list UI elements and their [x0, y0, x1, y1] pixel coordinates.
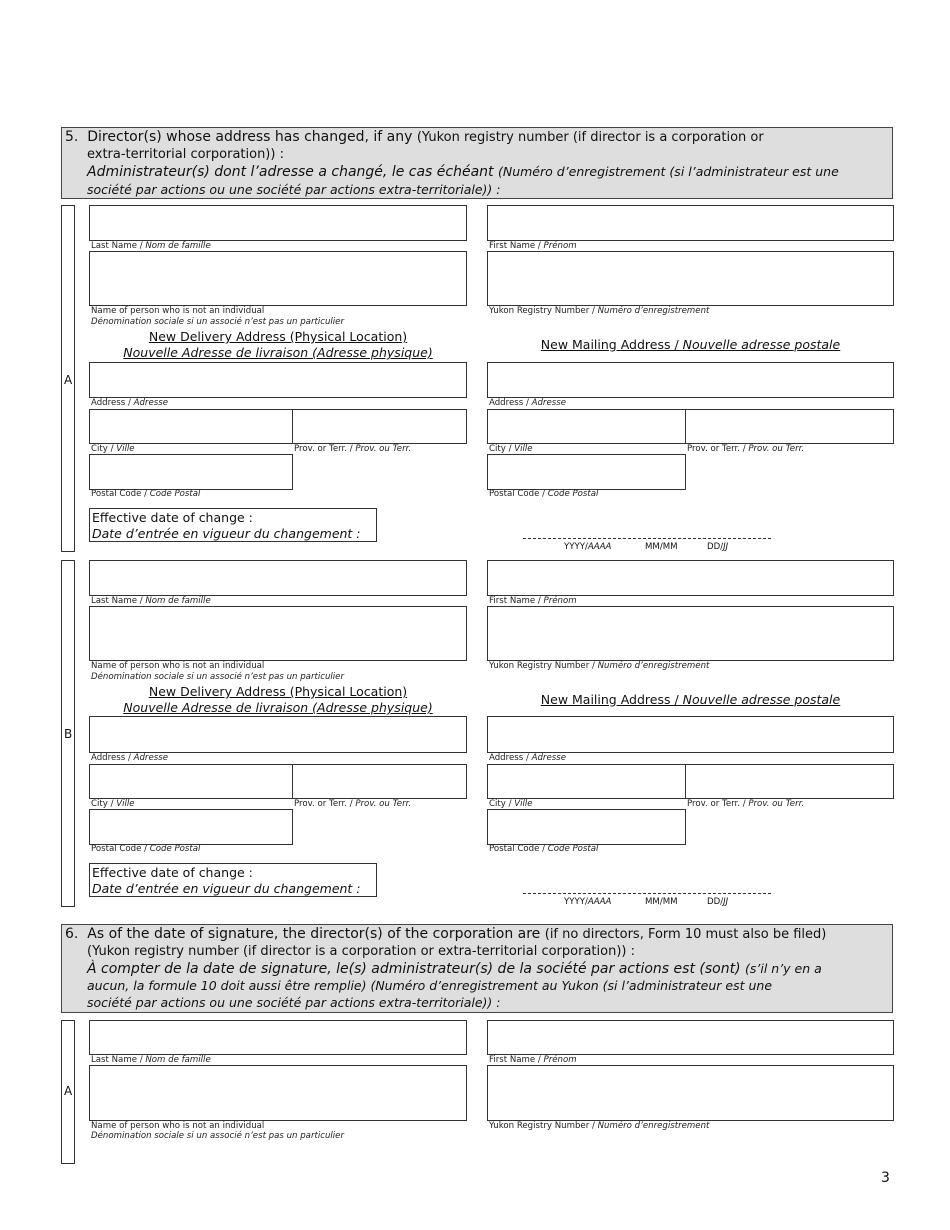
effective-date-label: Effective date of change :: [92, 865, 253, 880]
first-name-input[interactable]: [487, 1020, 894, 1055]
first-name-input[interactable]: [487, 205, 894, 241]
address-label: Address / Adresse: [91, 398, 168, 408]
section-5-line2: extra-territorial corporation)) :: [87, 147, 284, 162]
section-title-fr-note: (Numéro d’enregistrement (si l’administrateur est une: [497, 164, 839, 179]
postal-label: Postal Code / Code Postal: [91, 489, 201, 499]
section-title-fr: À compter de la date de signature, le(s) administrateur(s) de la société par actions est (sont): [87, 961, 741, 977]
non-individual-label-fr: Dénomination sociale si un associé n’est pas un particulier: [91, 317, 345, 327]
delivery-prov-input[interactable]: [292, 764, 467, 799]
section-title-en-note: (Yukon registry number (if director is a corporation or: [416, 130, 764, 145]
prov-label: Prov. or Terr. / Prov. ou Terr.: [294, 799, 412, 809]
non-individual-name-input[interactable]: [89, 251, 467, 306]
block-side-bar: [61, 1020, 75, 1164]
section-6-line5: société par actions ou une société par actions extra-territoriale)) :: [87, 995, 501, 1010]
date-format-year: YYYY/AAAA: [564, 542, 612, 552]
postal-label: Postal Code / Code Postal: [91, 844, 201, 854]
section-number: 6.: [65, 926, 79, 942]
mailing-postal-input[interactable]: [487, 809, 686, 845]
city-label: City / Ville: [489, 799, 533, 809]
section-6-line2: (Yukon registry number (if director is a corporation or extra-territorial corporation)) :: [87, 944, 635, 959]
delivery-address-heading: New Delivery Address (Physical Location): [148, 684, 408, 699]
date-format-day: DD/JJ: [707, 542, 729, 552]
prov-label: Prov. or Terr. / Prov. ou Terr.: [687, 799, 805, 809]
mailing-postal-input[interactable]: [487, 454, 686, 490]
block-letter: B: [64, 727, 73, 741]
mailing-address-input[interactable]: [487, 362, 894, 398]
delivery-address-input[interactable]: [89, 716, 467, 753]
address-label: Address / Adresse: [489, 753, 566, 763]
registry-number-input[interactable]: [487, 606, 894, 661]
section-title-en: Director(s) whose address has changed, if any: [87, 129, 413, 145]
non-individual-label: Name of person who is not an individual: [91, 1121, 265, 1131]
last-name-input[interactable]: [89, 205, 467, 241]
first-name-label: First Name / Prénom: [489, 1055, 577, 1065]
section-6-line4: aucun, la formule 10 doit aussi être remplie) (Numéro d’enregistrement au Yukon (si l’administrateur est une: [87, 978, 773, 993]
mailing-city-input[interactable]: [487, 764, 686, 799]
mailing-prov-input[interactable]: [685, 409, 894, 444]
date-format-month: MM/MM: [645, 542, 678, 552]
date-entry-line[interactable]: [523, 893, 771, 894]
mailing-address-input[interactable]: [487, 716, 894, 753]
section-title-fr: Administrateur(s) dont l’adresse a changé, le cas échéant: [87, 164, 494, 180]
section-title-en-note: (if no directors, Form 10 must also be filed): [544, 927, 827, 942]
block-side-bar: [61, 205, 75, 552]
block-letter: A: [64, 1084, 73, 1098]
prov-label: Prov. or Terr. / Prov. ou Terr.: [687, 444, 805, 454]
mailing-address-heading: New Mailing Address / Nouvelle adresse postale: [540, 692, 841, 707]
page-number: 3: [881, 1170, 890, 1186]
block-letter: A: [64, 373, 73, 387]
last-name-label: Last Name / Nom de famille: [91, 1055, 211, 1065]
last-name-label: Last Name / Nom de famille: [91, 596, 211, 606]
first-name-label: First Name / Prénom: [489, 241, 577, 251]
effective-date-label-fr: Date d’entrée en vigueur du changement :: [92, 881, 361, 896]
effective-date-label-fr: Date d’entrée en vigueur du changement :: [92, 526, 361, 541]
section-5-line4: société par actions ou une société par actions extra-territoriale)) :: [87, 182, 501, 197]
effective-date-box: [89, 863, 377, 897]
delivery-address-heading: New Delivery Address (Physical Location): [148, 329, 408, 344]
delivery-postal-input[interactable]: [89, 809, 293, 845]
delivery-address-heading-fr: Nouvelle Adresse de livraison (Adresse physique): [123, 700, 433, 715]
section-5-title-fr: [87, 164, 839, 180]
delivery-postal-input[interactable]: [89, 454, 293, 490]
non-individual-label: Name of person who is not an individual: [91, 306, 265, 316]
date-entry-line[interactable]: [523, 538, 771, 539]
address-label: Address / Adresse: [489, 398, 566, 408]
delivery-city-input[interactable]: [89, 409, 293, 444]
last-name-input[interactable]: [89, 1020, 467, 1055]
city-label: City / Ville: [91, 799, 135, 809]
effective-date-box: [89, 508, 377, 542]
non-individual-label-fr: Dénomination sociale si un associé n’est pas un particulier: [91, 1131, 345, 1141]
non-individual-name-input[interactable]: [89, 1065, 467, 1121]
non-individual-label: Name of person who is not an individual: [91, 661, 265, 671]
section-title-en: As of the date of signature, the director(s) of the corporation are: [87, 926, 541, 942]
last-name-input[interactable]: [89, 560, 467, 596]
section-6-title-line: [65, 926, 826, 942]
city-label: City / Ville: [91, 444, 135, 454]
last-name-label: Last Name / Nom de famille: [91, 241, 211, 251]
delivery-address-heading-fr: Nouvelle Adresse de livraison (Adresse physique): [123, 345, 433, 360]
first-name-label: First Name / Prénom: [489, 596, 577, 606]
delivery-address-input[interactable]: [89, 362, 467, 398]
mailing-city-input[interactable]: [487, 409, 686, 444]
registry-number-input[interactable]: [487, 1065, 894, 1121]
registry-number-label: Yukon Registry Number / Numéro d’enregistrement: [489, 661, 710, 671]
delivery-city-input[interactable]: [89, 764, 293, 799]
date-format-month: MM/MM: [645, 897, 678, 907]
section-5-title-line: [65, 129, 764, 145]
registry-number-label: Yukon Registry Number / Numéro d’enregistrement: [489, 306, 710, 316]
postal-label: Postal Code / Code Postal: [489, 489, 599, 499]
date-format-day: DD/JJ: [707, 897, 729, 907]
first-name-input[interactable]: [487, 560, 894, 596]
non-individual-label-fr: Dénomination sociale si un associé n’est pas un particulier: [91, 672, 345, 682]
non-individual-name-input[interactable]: [89, 606, 467, 661]
registry-number-input[interactable]: [487, 251, 894, 306]
postal-label: Postal Code / Code Postal: [489, 844, 599, 854]
section-5-header: [61, 127, 893, 199]
section-6-title-fr: [87, 961, 822, 977]
delivery-prov-input[interactable]: [292, 409, 467, 444]
registry-number-label: Yukon Registry Number / Numéro d’enregistrement: [489, 1121, 710, 1131]
section-6-header: [61, 924, 893, 1013]
mailing-prov-input[interactable]: [685, 764, 894, 799]
block-side-bar: [61, 560, 75, 907]
section-title-fr-note: (s’il n’y en a: [745, 961, 822, 976]
address-label: Address / Adresse: [91, 753, 168, 763]
prov-label: Prov. or Terr. / Prov. ou Terr.: [294, 444, 412, 454]
mailing-address-heading: New Mailing Address / Nouvelle adresse postale: [540, 337, 841, 352]
date-format-year: YYYY/AAAA: [564, 897, 612, 907]
city-label: City / Ville: [489, 444, 533, 454]
effective-date-label: Effective date of change :: [92, 510, 253, 525]
section-number: 5.: [65, 129, 79, 145]
